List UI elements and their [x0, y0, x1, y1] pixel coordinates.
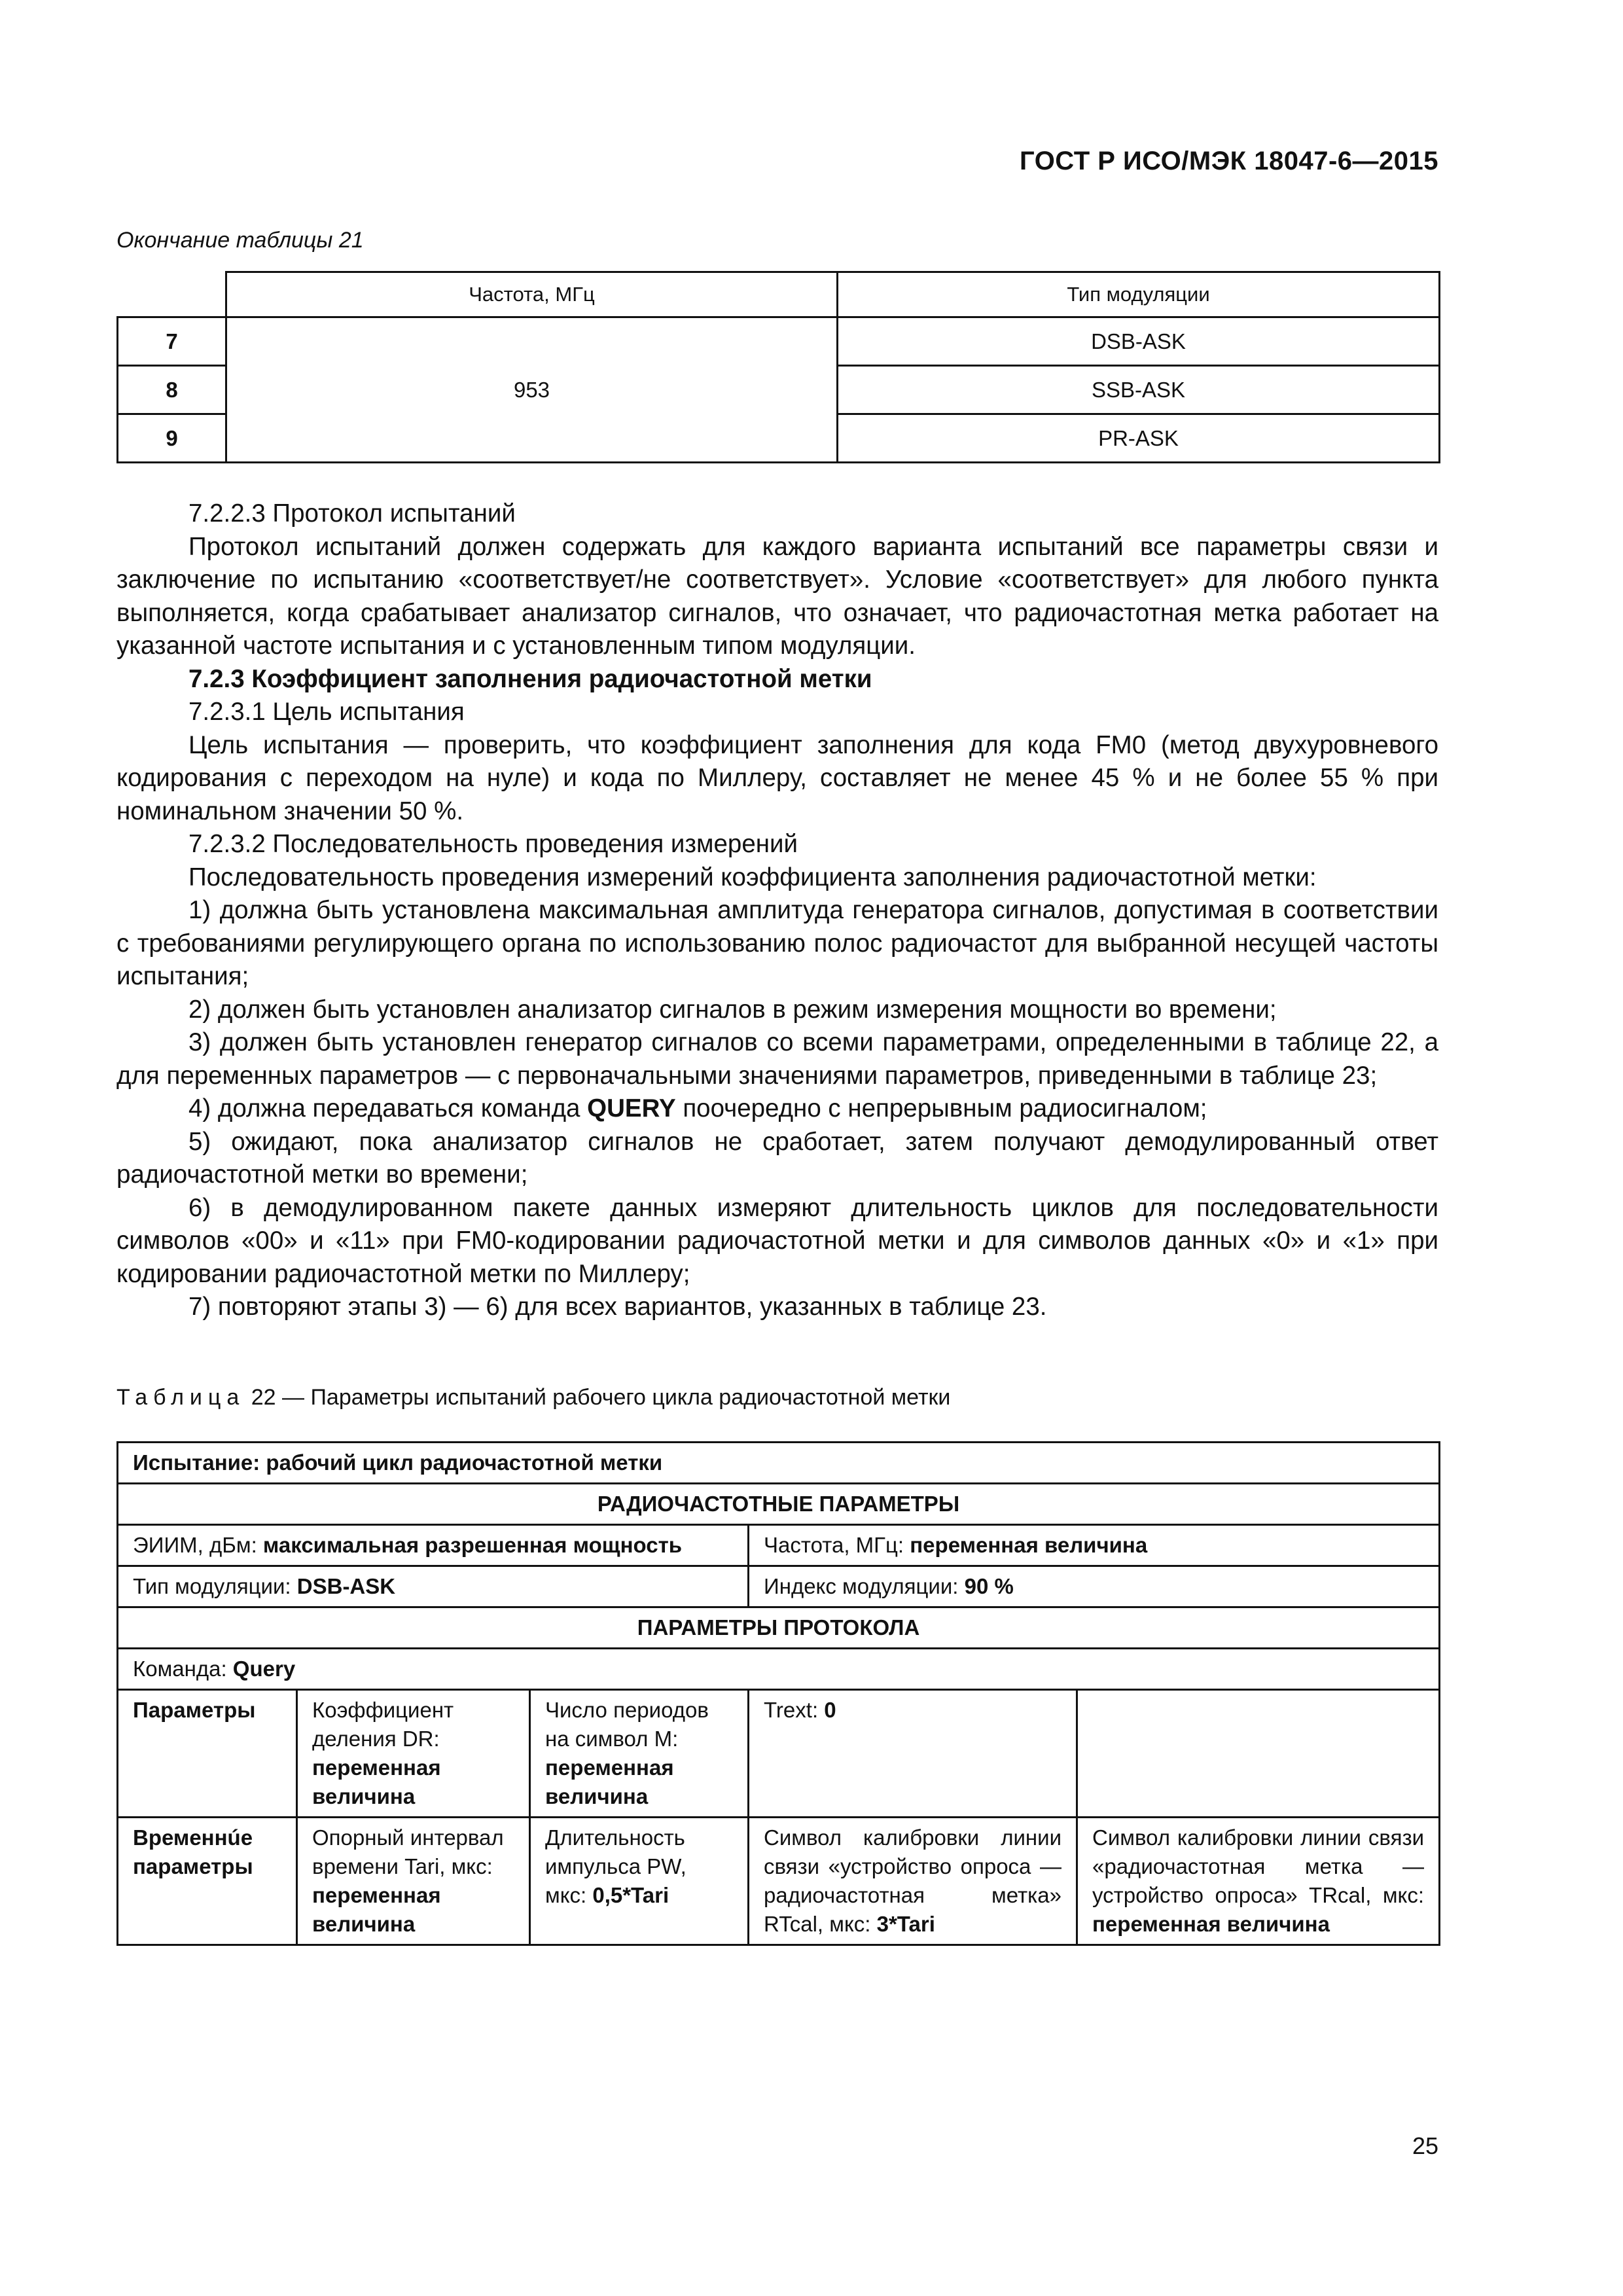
pw-value: 0,5*Tari [592, 1883, 669, 1907]
table21-header-frequency: Частота, МГц [226, 272, 838, 317]
section-7231-title: 7.2.3.1 Цель испытания [188, 698, 465, 726]
page-number: 25 [1412, 2132, 1438, 2159]
table-row [118, 317, 1440, 366]
table22-params-label: Параметры [118, 1690, 297, 1818]
table22-rf-header: РАДИОЧАСТОТНЫЕ ПАРАМЕТРЫ [118, 1484, 1440, 1525]
table-row [118, 1566, 1440, 1607]
dr-value: переменная величина [312, 1755, 441, 1808]
step-6: 6) в демодулированном пакете данных измеряют длительность циклов для последовательности символов «00» и «11» при FM0-кодировании радиочастотной метки и для символов данных «0» и «1» при кодировании радиочастотной метки по Миллеру; [116, 1193, 1438, 1288]
table21-header-modulation: Тип модуляции [838, 272, 1440, 317]
step-4 [116, 1092, 1438, 1126]
table-row [118, 1649, 1440, 1690]
table21-modulation-cell: PR-ASK [838, 414, 1440, 463]
table21-header-row [118, 272, 1440, 317]
trext-label: Trext: [764, 1698, 825, 1722]
table21-row-number: 9 [118, 414, 226, 463]
table-21 [116, 271, 1440, 463]
table-row [118, 1818, 1440, 1945]
command-label: Команда: [133, 1657, 233, 1681]
table21-modulation-cell: DSB-ASK [838, 317, 1440, 366]
table-row [118, 1443, 1440, 1484]
table22-trcal-cell [1077, 1818, 1440, 1945]
trcal-label: Символ калибровки линии связи «радиочастотная метка — устройство опроса» TRcal, мкс: [1092, 1825, 1425, 1907]
table22-trext-cell [749, 1690, 1077, 1818]
dr-label: Коэффициент деления DR: [312, 1698, 454, 1751]
table22-command-cell [118, 1649, 1440, 1690]
section-723-title [116, 663, 1438, 696]
section-7223-title: 7.2.2.3 Протокол испытаний [188, 499, 516, 528]
pw-label: Длительность импульса PW, мкс: [545, 1825, 687, 1907]
table22-m-cell [530, 1690, 749, 1818]
index-label: Индекс модуляции: [764, 1574, 965, 1598]
command-value: Query [232, 1657, 296, 1681]
body-text [116, 497, 1438, 1324]
step-7: 7) повторяют этапы 3) — 6) для всех вариантов, указанных в таблице 23. [188, 1293, 1047, 1321]
table22-dr-cell [297, 1690, 530, 1818]
table21-row-number: 7 [118, 317, 226, 366]
m-value: переменная величина [545, 1755, 674, 1808]
frequency-value: переменная величина [910, 1533, 1148, 1557]
section-7231-paragraph: Цель испытания — проверить, что коэффициент заполнения для кода FM0 (метод двухуровневого кодирования с переходом на нуле) и кода по Миллеру, составляет не менее 45 % и не более 55 % при номинальном значении 50 %. [116, 730, 1438, 825]
step-2: 2) должен быть установлен анализатор сигналов в режим измерения мощности во времени; [188, 995, 1277, 1024]
step-5: 5) ожидают, пока анализатор сигналов не сработает, затем получают демодулированный ответ радиочастотной метки во времени; [116, 1127, 1438, 1189]
table22-caption-word: Таблица [116, 1385, 245, 1410]
document-header: ГОСТ Р ИСО/МЭК 18047-6—2015 [1020, 147, 1438, 175]
step-1: 1) должна быть установлена максимальная амплитуда генератора сигналов, допустимая в соответствии с требованиями регулирующего органа по использованию полос радиочастот для выбранной несущей частоты испытания; [116, 896, 1438, 990]
table-row [118, 1690, 1440, 1818]
table22-protocol-header: ПАРАМЕТРЫ ПРОТОКОЛА [118, 1607, 1440, 1649]
table-row [118, 1525, 1440, 1566]
table22-caption [116, 1385, 950, 1410]
section-7232-intro: Последовательность проведения измерений коэффициента заполнения радиочастотной метки: [188, 863, 1317, 891]
table22-empty-cell [1077, 1690, 1440, 1818]
table22-test-title: Испытание: рабочий цикл радиочастотной метки [118, 1443, 1440, 1484]
modulation-label: Тип модуляции: [133, 1574, 297, 1598]
step-4-text-c: поочередно с непрерывным радиосигналом; [675, 1094, 1207, 1122]
modulation-value: DSB-ASK [296, 1574, 396, 1598]
section-723-title-text: 7.2.3 Коэффициент заполнения радиочастотной метки [188, 664, 872, 693]
rtcal-value: 3*Tari [876, 1912, 935, 1936]
section-7223-paragraph: Протокол испытаний должен содержать для каждого варианта испытаний все параметры связи и заключение по испытанию «соответствует/не соответствует». Условие «соответствует» для любого пункта выполняется, когда срабатывает анализатор сигналов, что означает, что радиочастотная метка работает на указанной частоте испытания и с установленным типом модуляции. [116, 532, 1438, 660]
table-22 [116, 1441, 1440, 1946]
table22-tari-cell [297, 1818, 530, 1945]
table21-frequency-cell: 953 [226, 317, 838, 463]
table21-row-number: 8 [118, 366, 226, 414]
frequency-label: Частота, МГц: [764, 1533, 910, 1557]
index-value: 90 % [964, 1574, 1014, 1598]
rtcal-label: Символ калибровки линии связи «устройство опроса — радиочастотная метка» RTcal, мкс: [764, 1825, 1061, 1936]
section-7232-title: 7.2.3.2 Последовательность проведения измерений [188, 830, 798, 858]
table22-pw-cell [530, 1818, 749, 1945]
table21-header-empty [118, 272, 226, 317]
table22-modulation-cell [118, 1566, 749, 1607]
step-4-command: QUERY [587, 1094, 676, 1122]
table-row [118, 1607, 1440, 1649]
tari-value: переменная величина [312, 1883, 441, 1936]
table22-caption-text: 22 — Параметры испытаний рабочего цикла радиочастотной метки [245, 1385, 951, 1410]
table21-continuation-caption: Окончание таблицы 21 [116, 228, 364, 253]
table22-frequency-cell [749, 1525, 1440, 1566]
table22-eirp-cell [118, 1525, 749, 1566]
table22-index-cell [749, 1566, 1440, 1607]
trcal-value: переменная величина [1092, 1912, 1330, 1936]
trext-value: 0 [824, 1698, 836, 1722]
tari-label: Опорный интервал времени Tari, мкс: [312, 1825, 504, 1878]
step-4-text-a: 4) должна передаваться команда [188, 1094, 588, 1122]
m-label: Число периодов на символ M: [545, 1698, 709, 1751]
step-3: 3) должен быть установлен генератор сигналов со всеми параметрами, определенными в таблице 22, а для переменных параметров — с первоначальными значениями параметров, приведенными в таблице 23; [116, 1028, 1438, 1090]
table22-rtcal-cell [749, 1818, 1077, 1945]
table21-modulation-cell: SSB-ASK [838, 366, 1440, 414]
table22-timing-label: Временнúе параметры [118, 1818, 297, 1945]
eirp-label: ЭИИМ, дБм: [133, 1533, 263, 1557]
eirp-value: максимальная разрешенная мощность [262, 1533, 683, 1557]
table-row [118, 1484, 1440, 1525]
